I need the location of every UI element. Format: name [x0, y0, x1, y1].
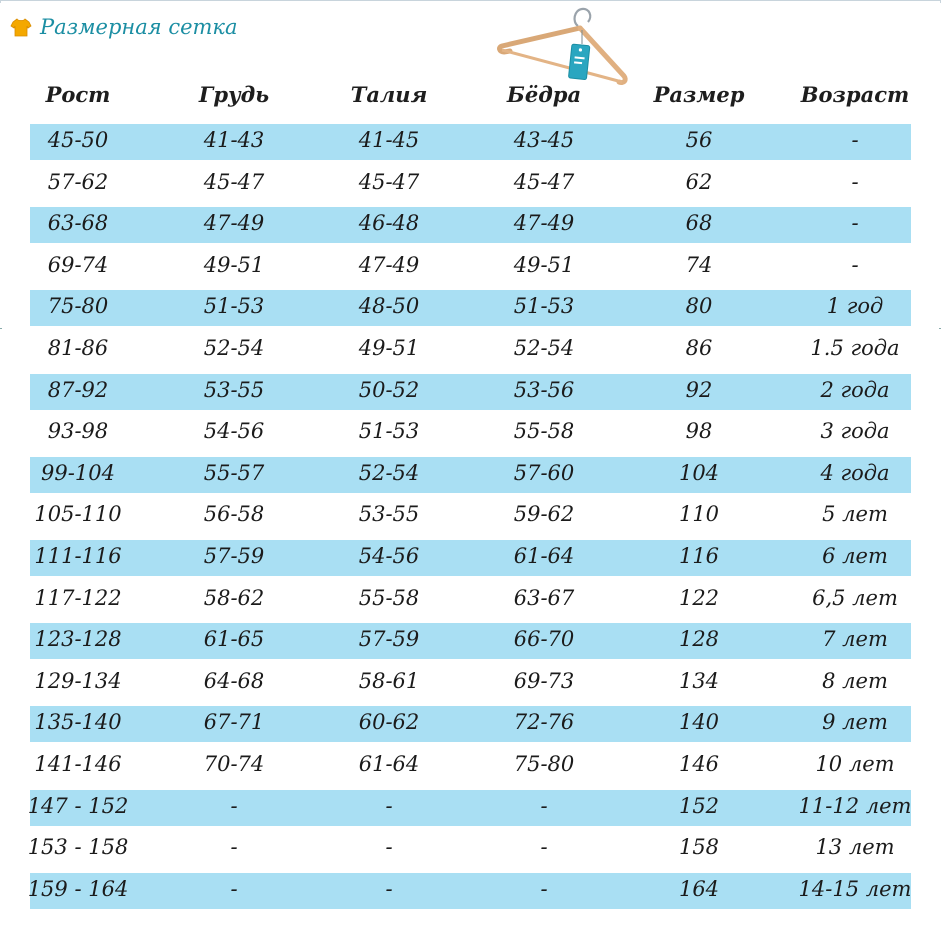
table-cell: 58-61	[358, 668, 420, 693]
table-cell: -	[230, 835, 238, 860]
table-cell: 8 лет	[822, 668, 888, 693]
table-cell: 54-56	[358, 544, 420, 568]
table-cell: 50-52	[358, 377, 420, 402]
table-cell: 55-58	[358, 585, 420, 610]
table-cell: -	[851, 252, 859, 277]
table-cell: 66-70	[513, 627, 575, 652]
edge-tick	[0, 328, 2, 329]
table-cell: 53-55	[358, 502, 420, 527]
table-cell: -	[230, 793, 238, 818]
table-cell: 123-128	[34, 627, 122, 652]
table-cell: -	[851, 169, 859, 194]
table-cell: 146	[678, 752, 720, 776]
table-row	[30, 166, 911, 202]
table-cell: 47-49	[203, 211, 265, 236]
table-cell: 54-56	[203, 419, 265, 444]
table-cell: 68	[685, 211, 713, 236]
table-cell: 69-73	[513, 668, 575, 693]
table-cell: 117-122	[34, 585, 122, 610]
table-row	[27, 790, 912, 826]
table-cell: 53-55	[203, 377, 265, 402]
table-cell: 41-43	[203, 128, 265, 152]
table-cell: 135-140	[34, 710, 122, 735]
table-cell: 75-80	[513, 752, 575, 776]
table-cell: 158	[678, 835, 720, 860]
table-cell: 48-50	[358, 294, 420, 319]
table-cell: 141-146	[34, 752, 122, 776]
table-row	[27, 831, 911, 867]
table-cell: 45-47	[203, 169, 265, 194]
table-cell: 70-74	[203, 752, 265, 776]
table-row	[30, 374, 911, 410]
table-cell: 1.5 года	[810, 336, 900, 360]
table-cell: 51-53	[358, 419, 420, 444]
table-row	[30, 540, 911, 576]
table-cell: 13 лет	[815, 835, 895, 860]
table-cell: 51-53	[203, 294, 265, 319]
table-cell: 55-58	[513, 419, 575, 444]
table-cell: 57-59	[203, 544, 265, 568]
table-header	[0, 82, 941, 118]
table-cell: -	[540, 793, 548, 818]
table-cell: 81-86	[47, 336, 109, 360]
table-cell: -	[230, 876, 238, 901]
table-cell: -	[385, 835, 393, 860]
table-cell: 49-51	[203, 252, 265, 277]
table-cell: 61-65	[203, 627, 265, 652]
table-cell: 72-76	[513, 710, 575, 735]
table-cell: 56	[685, 128, 713, 152]
column-header: Талия	[350, 82, 428, 107]
table-cell: 61-64	[358, 752, 420, 776]
table-cell: 98	[685, 419, 713, 444]
table-cell: -	[385, 793, 393, 818]
table-cell: 58-62	[203, 585, 265, 610]
table-cell: 6 лет	[822, 544, 888, 568]
table-cell: 63-68	[47, 211, 109, 236]
table-cell: 67-71	[203, 710, 265, 735]
table-row	[30, 290, 911, 326]
table-cell: 55-57	[203, 460, 265, 485]
table-cell: 10 лет	[815, 752, 895, 776]
table-cell: 57-60	[513, 460, 575, 485]
table-cell: 140	[678, 710, 720, 735]
table-cell: -	[851, 211, 859, 236]
table-cell: 49-51	[358, 336, 420, 360]
table-cell: 6,5 лет	[812, 585, 898, 610]
column-header: Грудь	[198, 82, 270, 107]
table-cell: 152	[678, 793, 720, 818]
table-cell: 14-15 лет	[798, 876, 912, 901]
hanger-with-tag-icon	[496, 0, 646, 95]
table-cell: 69-74	[47, 252, 109, 277]
table-cell: 7 лет	[822, 627, 888, 652]
table-cell: 45-50	[47, 128, 109, 152]
column-header: Возраст	[800, 82, 910, 107]
table-cell: 56-58	[203, 502, 265, 527]
table-cell: 52-54	[203, 336, 265, 360]
table-cell: 75-80	[47, 294, 109, 319]
table-cell: -	[540, 876, 548, 901]
tshirt-icon	[10, 16, 32, 38]
table-cell: 47-49	[513, 211, 575, 236]
table-cell: -	[851, 128, 859, 152]
table-cell: 62	[685, 169, 713, 194]
table-cell: 57-62	[47, 169, 109, 194]
table-cell: 2 года	[820, 377, 890, 402]
table-cell: 105-110	[34, 502, 122, 527]
table-cell: 63-67	[513, 585, 575, 610]
table-cell: 52-54	[358, 460, 420, 485]
table-row	[30, 665, 911, 701]
table-cell: 46-48	[358, 211, 420, 236]
table-cell: 64-68	[203, 668, 265, 693]
table-cell: 52-54	[513, 336, 575, 360]
table-row	[30, 706, 911, 742]
table-cell: 87-92	[47, 377, 109, 402]
table-row	[30, 207, 911, 243]
table-cell: 122	[678, 585, 720, 610]
table-cell: 104	[678, 460, 720, 485]
table-cell: -	[540, 835, 548, 860]
table-cell: 60-62	[358, 710, 420, 735]
table-row	[30, 249, 911, 285]
table-cell: 11-12 лет	[798, 793, 912, 818]
table-cell: 129-134	[34, 668, 122, 693]
column-header: Бёдра	[506, 82, 582, 107]
table-cell: -	[385, 876, 393, 901]
table-cell: 43-45	[513, 128, 575, 152]
table-cell: 61-64	[513, 544, 575, 568]
table-cell: 1 год	[826, 294, 884, 319]
table-row	[30, 457, 911, 493]
table-cell: 164	[678, 876, 720, 901]
table-cell: 111-116	[34, 544, 122, 568]
table-cell: 92	[685, 377, 713, 402]
table-cell: 93-98	[47, 419, 109, 444]
table-cell: 57-59	[358, 627, 420, 652]
table-cell: 147 - 152	[27, 793, 129, 818]
table-cell: 49-51	[513, 252, 575, 277]
table-cell: 45-47	[358, 169, 420, 194]
table-cell: 159 - 164	[27, 876, 129, 901]
table-cell: 110	[678, 502, 720, 527]
table-cell: 47-49	[358, 252, 420, 277]
table-cell: 80	[685, 294, 713, 319]
table-cell: 53-56	[513, 377, 575, 402]
table-row	[30, 498, 911, 534]
table-row	[30, 623, 911, 659]
table-cell: 5 лет	[822, 502, 888, 527]
column-header: Рост	[45, 82, 111, 107]
top-frame-line	[0, 0, 941, 3]
table-cell: 41-45	[358, 128, 420, 152]
table-cell: 45-47	[513, 169, 575, 194]
table-cell: 3 года	[820, 419, 890, 444]
table-row	[27, 873, 912, 909]
table-cell: 51-53	[513, 294, 575, 319]
table-cell: 74	[685, 252, 713, 277]
table-row	[30, 415, 911, 451]
table-cell: 116	[678, 544, 720, 568]
column-header: Размер	[653, 82, 745, 107]
page-title: Размерная сетка	[40, 15, 238, 39]
table-cell: 86	[685, 336, 713, 360]
table-cell: 9 лет	[822, 710, 888, 735]
table-cell: 153 - 158	[27, 835, 129, 860]
table-cell: 59-62	[513, 502, 575, 527]
table-cell: 99-104	[41, 460, 115, 485]
table-row	[30, 124, 911, 160]
table-row	[30, 748, 911, 784]
table-row	[30, 582, 911, 618]
table-cell: 4 года	[820, 460, 890, 485]
table-row	[30, 332, 911, 368]
table-cell: 128	[678, 627, 720, 652]
table-cell: 134	[678, 668, 720, 693]
title-bar	[10, 12, 237, 42]
